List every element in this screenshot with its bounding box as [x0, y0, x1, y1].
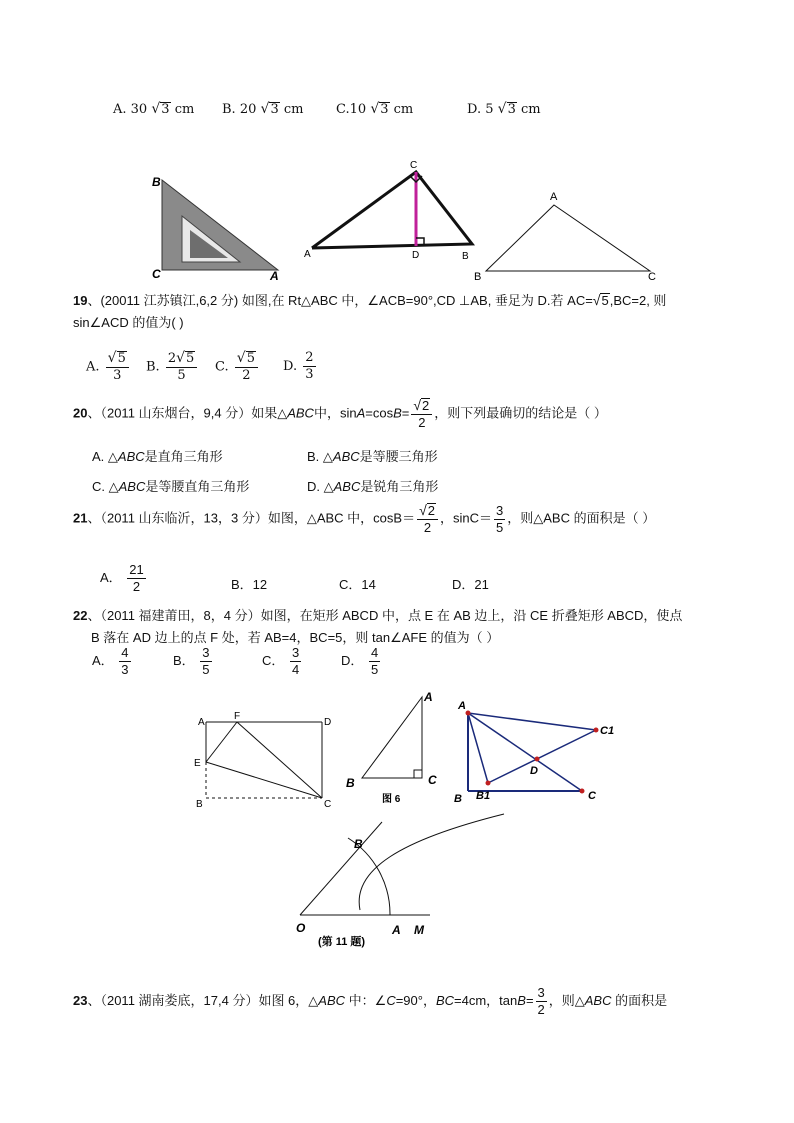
q21-stem: 21、（2011 山东临沂，13，3 分）如图，△ABC 中，cosB＝ $\frac{√2}{2}$ ，sinC＝ $\frac{3}{5}$ ，则△ABC 的面积是（ ）: [73, 502, 656, 535]
fig6-label-a: A: [424, 690, 433, 704]
q19-option-c: C. $\frac{√5}{2}$: [215, 350, 260, 384]
q20-option-a: A. △ABC是直角三角形: [92, 449, 223, 464]
q22-option-b: B． $\frac{3}{5}$: [173, 645, 210, 677]
angle-caption: (第 11 题): [318, 936, 366, 948]
q18-option-a: A. 30 √3 cm: [113, 101, 195, 117]
tri-abc-label-c: C: [648, 271, 656, 283]
q20-option-b: B. △ABC是等腰三角形: [307, 449, 438, 464]
q21-option-a: A． $\frac{21}{2}$: [100, 562, 144, 594]
q19-line2: sin∠ACD 的值为( ): [73, 315, 184, 330]
rect-label-e: E: [194, 758, 201, 769]
q22-option-d: D． $\frac{4}{5}$: [341, 645, 379, 677]
set-square-label-c: C: [152, 267, 161, 281]
fold-label-c1: C1: [600, 725, 615, 737]
q23-stem: 23、（2011 湖南娄底，17,4 分）如图 6，△ABC 中：∠C=90°，BC=4cm，tanB= $\frac{3}{2}$ ，则△ABC 的面积是: [73, 985, 668, 1017]
triangle-fig6: [340, 685, 450, 807]
set-square-photo: [150, 168, 285, 283]
angle-label-m: M: [414, 923, 424, 937]
q20-stem: 20、（2011 山东烟台，9,4 分）如果△ABC中，sinA=cosB= $\frac{√2}{2}$ ，则下列最确切的结论是（ ）: [73, 397, 607, 430]
angle-label-o: O: [296, 921, 306, 935]
q21-option-b: B．12: [231, 577, 268, 592]
fold-triangle-figure: [450, 695, 625, 805]
q21-option-c: C．14: [339, 577, 376, 592]
rectangle-fold-figure: [190, 708, 340, 813]
tri-cd-label-b: B: [462, 251, 469, 262]
tri-abc-label-b: B: [474, 271, 482, 283]
triangle-abc-figure: [470, 188, 665, 283]
rect-label-a: A: [198, 717, 205, 728]
q18-option-c: C.10 √3 cm: [336, 101, 414, 117]
tri-cd-label-a: A: [304, 249, 311, 260]
tri-cd-label-c: C: [410, 160, 418, 171]
q22-option-a: A． $\frac{4}{3}$: [92, 645, 129, 677]
rect-label-b: B: [196, 799, 203, 810]
set-square-label-b: B: [152, 175, 161, 189]
rect-label-f: F: [234, 711, 241, 722]
angle-arc-figure: [290, 810, 510, 955]
angle-label-a: A: [392, 923, 401, 937]
q20-option-c: C. △ABC是等腰直角三角形: [92, 479, 250, 494]
q19-option-d: D. $\frac{2}{3}$: [283, 350, 314, 382]
fig6-caption: 图 6: [382, 794, 401, 805]
q19-option-b: B. $\frac{2√5}{5}$: [146, 350, 199, 384]
fig6-label-c: C: [428, 773, 437, 787]
rect-label-d: D: [324, 717, 332, 728]
fold-label-a: A: [458, 700, 466, 712]
angle-label-b: B: [354, 837, 363, 851]
q19-line1: 19、(20011 江苏镇江,6,2 分) 如图,在 Rt△ABC 中，∠ACB=90°,CD ⊥AB, 垂足为 D.若 AC=√5,BC=2, 则: [73, 292, 667, 308]
fold-label-b: B: [454, 793, 462, 805]
triangle-cd-figure: [300, 158, 485, 263]
set-square-label-a: A: [270, 269, 279, 283]
fold-label-c: C: [588, 790, 596, 802]
q21-option-d: D．21: [452, 577, 489, 592]
fold-label-b1: B1: [476, 790, 491, 802]
q22-line2: B 落在 AD 边上的点 F 处，若 AB=4，BC=5，则 tan∠AFE 的值为（ ）: [91, 630, 500, 645]
q18-option-d: D. 5 √3 cm: [467, 101, 541, 117]
q19-option-a: A. $\frac{√5}{3}$: [86, 350, 131, 384]
q22-option-c: C． $\frac{3}{4}$: [262, 645, 300, 677]
fig6-label-b: B: [346, 776, 355, 790]
q18-option-b: B. 20 √3 cm: [222, 101, 304, 117]
tri-abc-label-a: A: [550, 191, 558, 203]
fold-label-d: D: [530, 765, 538, 777]
q20-option-d: D. △ABC是锐角三角形: [307, 479, 439, 494]
tri-cd-label-d: D: [412, 250, 420, 261]
q22-line1: 22、（2011 福建莆田，8，4 分）如图，在矩形 ABCD 中，点 E 在 AB 边上，沿 CE 折叠矩形 ABCD，使点: [73, 608, 683, 623]
rect-label-c: C: [324, 799, 332, 810]
